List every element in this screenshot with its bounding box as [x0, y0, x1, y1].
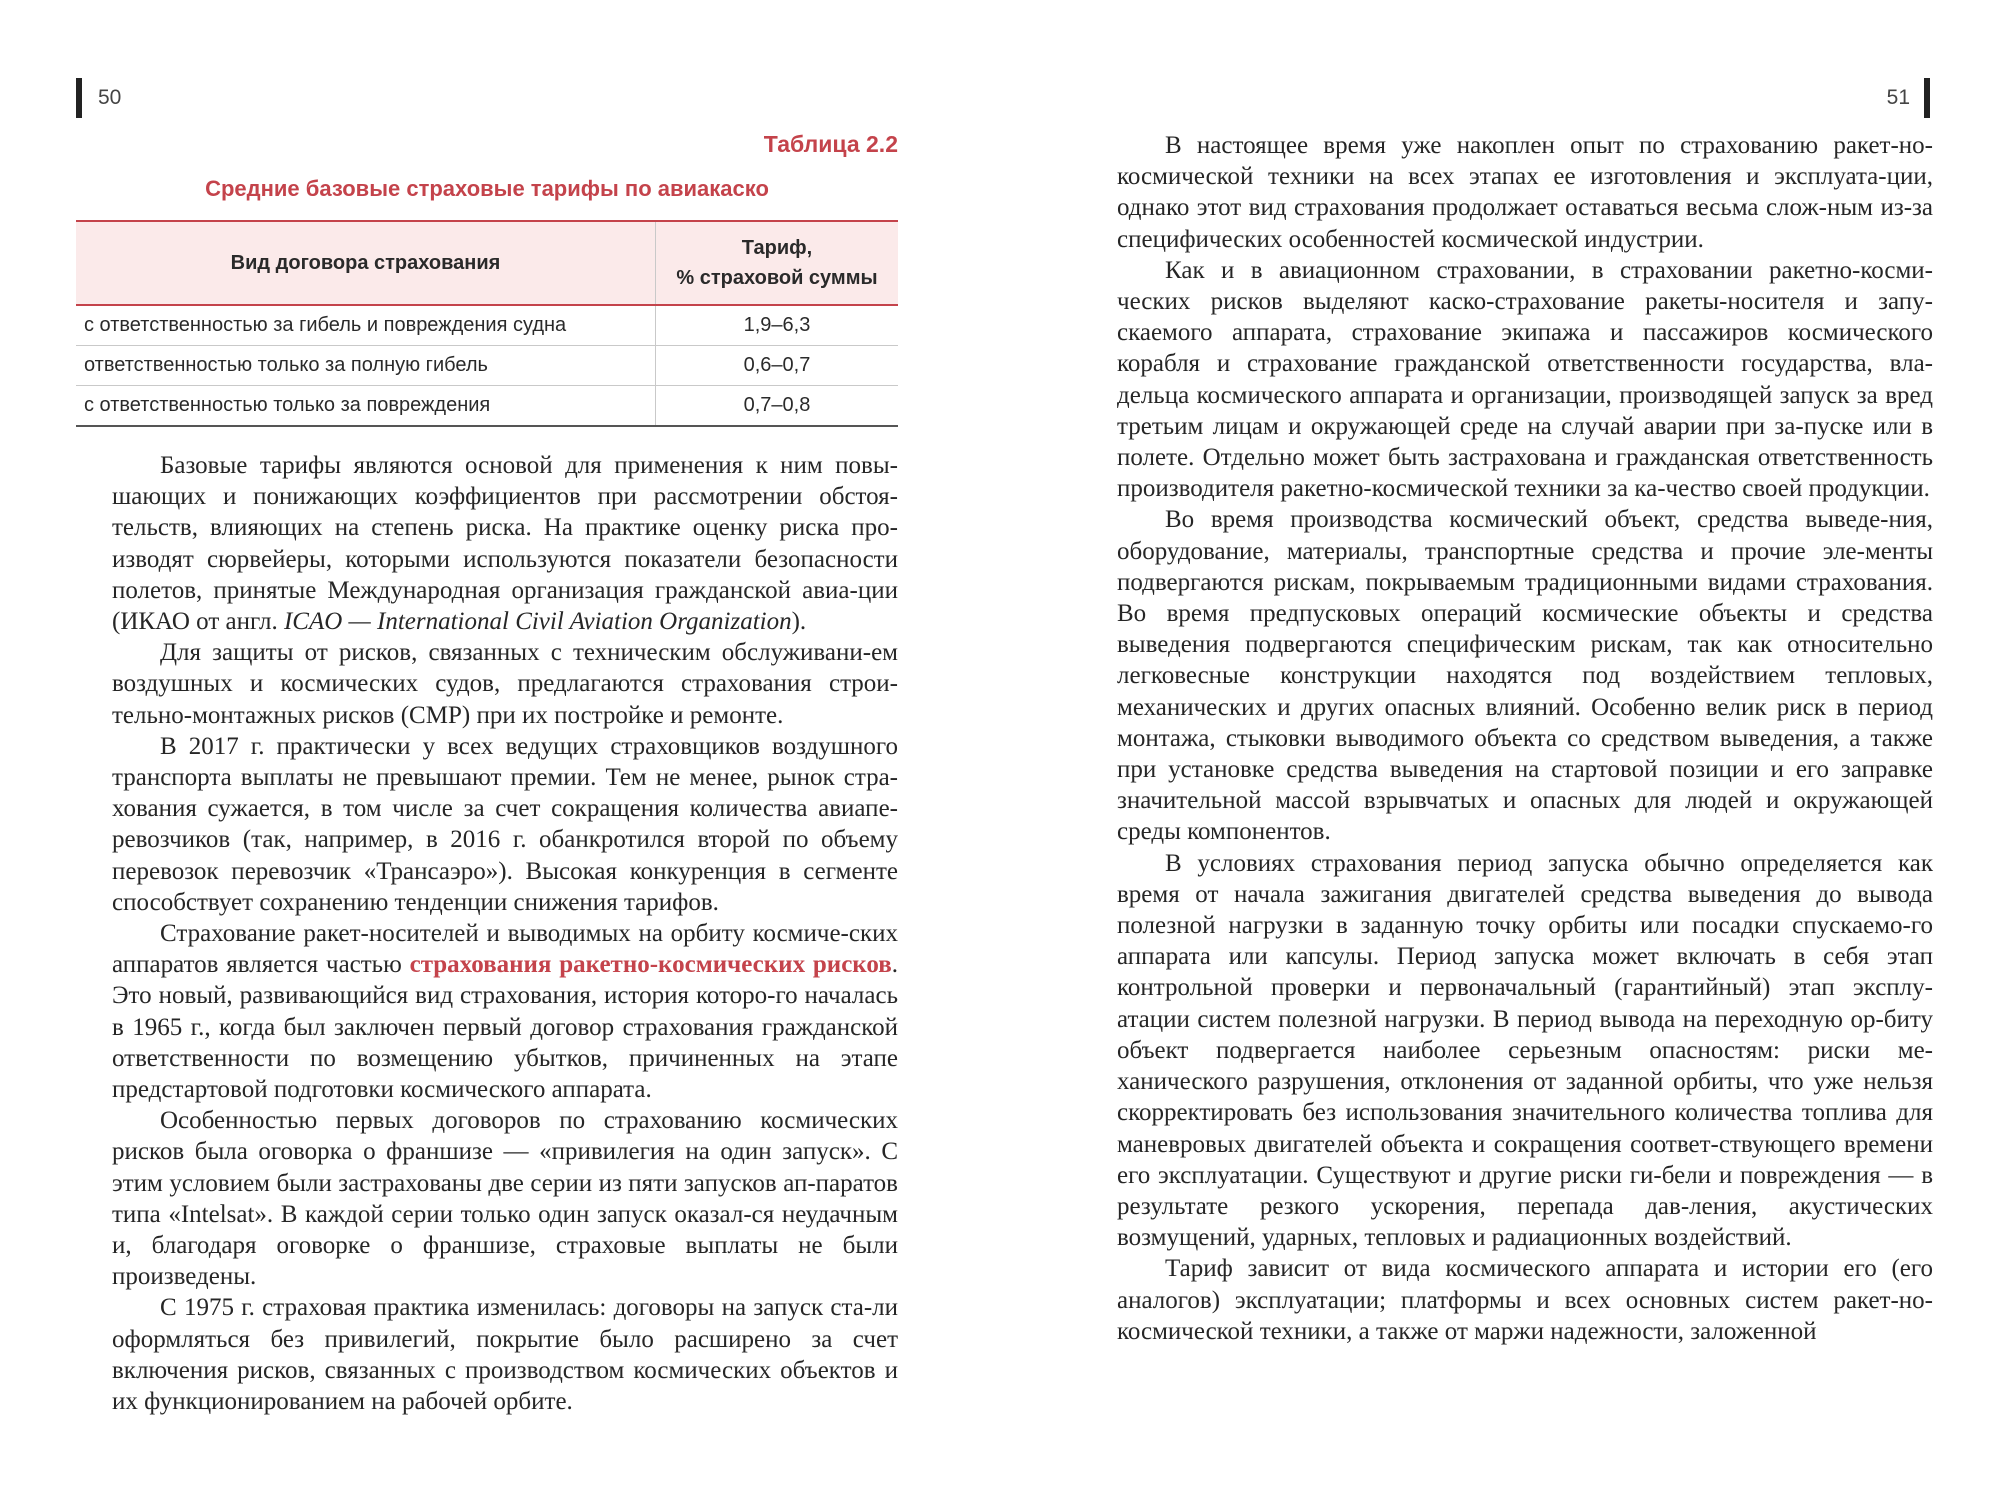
table-header-row [76, 221, 898, 305]
paragraph: В настоящее время уже накоплен опыт по страхованию ракет-но-космической техники на всех этапах ее изготовления и эксплуата-ции, однако этот вид страхования продолжает оставаться весьма слож-ным из-за специфических особенностей космической индустрии. [1117, 132, 1933, 253]
paragraph [112, 450, 898, 637]
table-row [76, 386, 898, 427]
page-number: 51 [1887, 78, 1930, 118]
paragraph: Как и в авиационном страховании, в страховании ракетно-косми-ческих рисков выделяют каско-страхование ракеты-носителя и запу-скаемого аппарата, страхование экипажа и пассажиров космического корабля и страхование гражданской ответственности государства, вла-дельца космического аппарата и организации, производящей запуск за вред третьим лицам и окружающей среде на случай аварии при за-пуске или в полете. Отдельно может быть застрахована и гражданская ответственность производителя ракетно-космической техники за ка-чество своей продукции. [1117, 256, 1933, 503]
paragraph: С 1975 г. страховая практика изменилась: договоры на запуск ста-ли оформляться без привилегий, покрытие было расширено за счет включения рисков, связанных с производством космических объектов и их функционированием на рабочей орбите. [112, 1294, 898, 1416]
row-tariff: 1,9–6,3 [656, 305, 899, 346]
row-tariff: 0,7–0,8 [656, 386, 899, 427]
paragraph [112, 918, 898, 1105]
right-body-text [1117, 130, 1933, 1347]
right-page [1000, 0, 2000, 1503]
row-contract-type: ответственностью только за полную гибель [76, 346, 656, 386]
paragraph: В 2017 г. практически у всех ведущих страховщиков воздушного транспорта выплаты не превышают премии. Тем не менее, рынок стра-хования сужается, в том числе за счет сокращения количества авиапе-ревозчиков (так, например, в 2016 г. обанкротился второй по объему перевозок перевозчик «Трансаэро»). Высокая конкуренция в сегменте способствует сохранению тенденции снижения тарифов. [112, 732, 898, 916]
table-title: Средние базовые страховые тарифы по авиакаско [205, 176, 769, 201]
table-row [76, 346, 898, 386]
tariff-table [76, 220, 898, 427]
header-contract-type: Вид договора страхования [76, 221, 656, 305]
paragraph: Тариф зависит от вида космического аппарата и истории его (его аналогов) эксплуатации; платформы и всех основных систем ракет-но-космической техники, а также от маржи надежности, заложенной [1117, 1255, 1933, 1345]
paragraph: Для защиты от рисков, связанных с техническим обслуживани-ем воздушных и космических судов, предлагаются страхования строи-тельно-монтажных рисков (СМР) при их постройке и ремонте. [112, 639, 898, 729]
paragraph: В условиях страхования период запуска обычно определяется как время от начала зажигания двигателей средства выведения до вывода полезной нагрузки в заданную точку орбиты или посадки спускаемо-го аппарата или капсулы. Период запуска может включать в себя этап контрольной проверки и первоначальный (гарантийный) этап эксплу-атации систем полезной нагрузки. В период вывода на переходную ор-биту объект подвергается наиболее серьезным опасностям: риски ме-ханического разрушения, отклонения от заданной орбиты, что уже нельзя скорректировать без использования значительного количества топлива для маневровых двигателей объекта и сокращения соответ-ствующего времени его эксплуатации. Существуют и другие риски ги-бели и повреждения — в результате резкого ускорения, перепада дав-ления, акустических возмущений, ударных, тепловых и радиационных воздействий. [1117, 849, 1933, 1252]
header-tariff [656, 221, 899, 305]
row-contract-type: с ответственностью только за повреждения [76, 386, 656, 427]
paragraph-text: . Это новый, развивающийся вид страхования, история которо-го началась в 1965 г., когда был заключен первый договор страхования гражданской ответственности по возмещению убытков, причиненных на этапе предстартовой подготовки космического аппарата. [112, 951, 898, 1104]
row-contract-type: с ответственностью за гибель и повреждения судна [76, 305, 656, 346]
table-row [76, 305, 898, 346]
left-body-text [112, 450, 898, 1417]
page-number: 50 [76, 78, 121, 118]
paragraph: Особенностью первых договоров по страхованию космических рисков была оговорка о франшизе — «привилегия на один запуск». С этим условием были застрахованы две серии из пяти запусков ап-паратов типа «Intelsat». В каждой серии только один запуск оказал-ся неудачным и, благодаря оговорке о франшизе, страховые выплаты не были произведены. [112, 1107, 898, 1291]
paragraph-text: Страхование ракет-носителей и выводимых на орбиту космиче-ских аппаратов является частью [112, 920, 898, 979]
icao-expansion: ICAO — International Civil Aviation Organization [283, 608, 792, 636]
paragraph-text: ). [791, 608, 807, 636]
highlighted-term: страхования ракетно-космических рисков [409, 951, 892, 979]
table-number: Таблица 2.2 [763, 131, 898, 157]
header-tariff-line1: Тариф, [741, 237, 813, 259]
row-tariff: 0,6–0,7 [656, 346, 899, 386]
header-tariff-line2: % страховой суммы [676, 267, 878, 289]
paragraph: Во время производства космический объект, средства выведе-ния, оборудование, материалы, транспортные средства и прочие эле-менты подвергаются рискам, покрываемым традиционными видами страхования. Во время предпусковых операций космические объекты и средства выведения подвергаются специфическим рискам, так как относительно легковесные конструкции находятся под воздействием тепловых, механических и других опасных влияний. Особенно велик риск в период монтажа, стыковки выводимого объекта со средством выведения, а также при установке средства выведения на стартовой позиции и его заправке значительной массой взрывчатых и опасных для людей и окружающей среды компонентов. [1117, 506, 1933, 846]
paragraph-text: Базовые тарифы являются основой для применения к ним повы-шающих и понижающих коэффициентов при рассмотрении обстоя-тельств, влияющих на степень риска. На практике оценку риска про-изводят сюрвейеры, которыми используются показатели безопасности полетов, принятые Международная организация гражданской авиа-ции (ИКАО от англ. [112, 452, 898, 636]
